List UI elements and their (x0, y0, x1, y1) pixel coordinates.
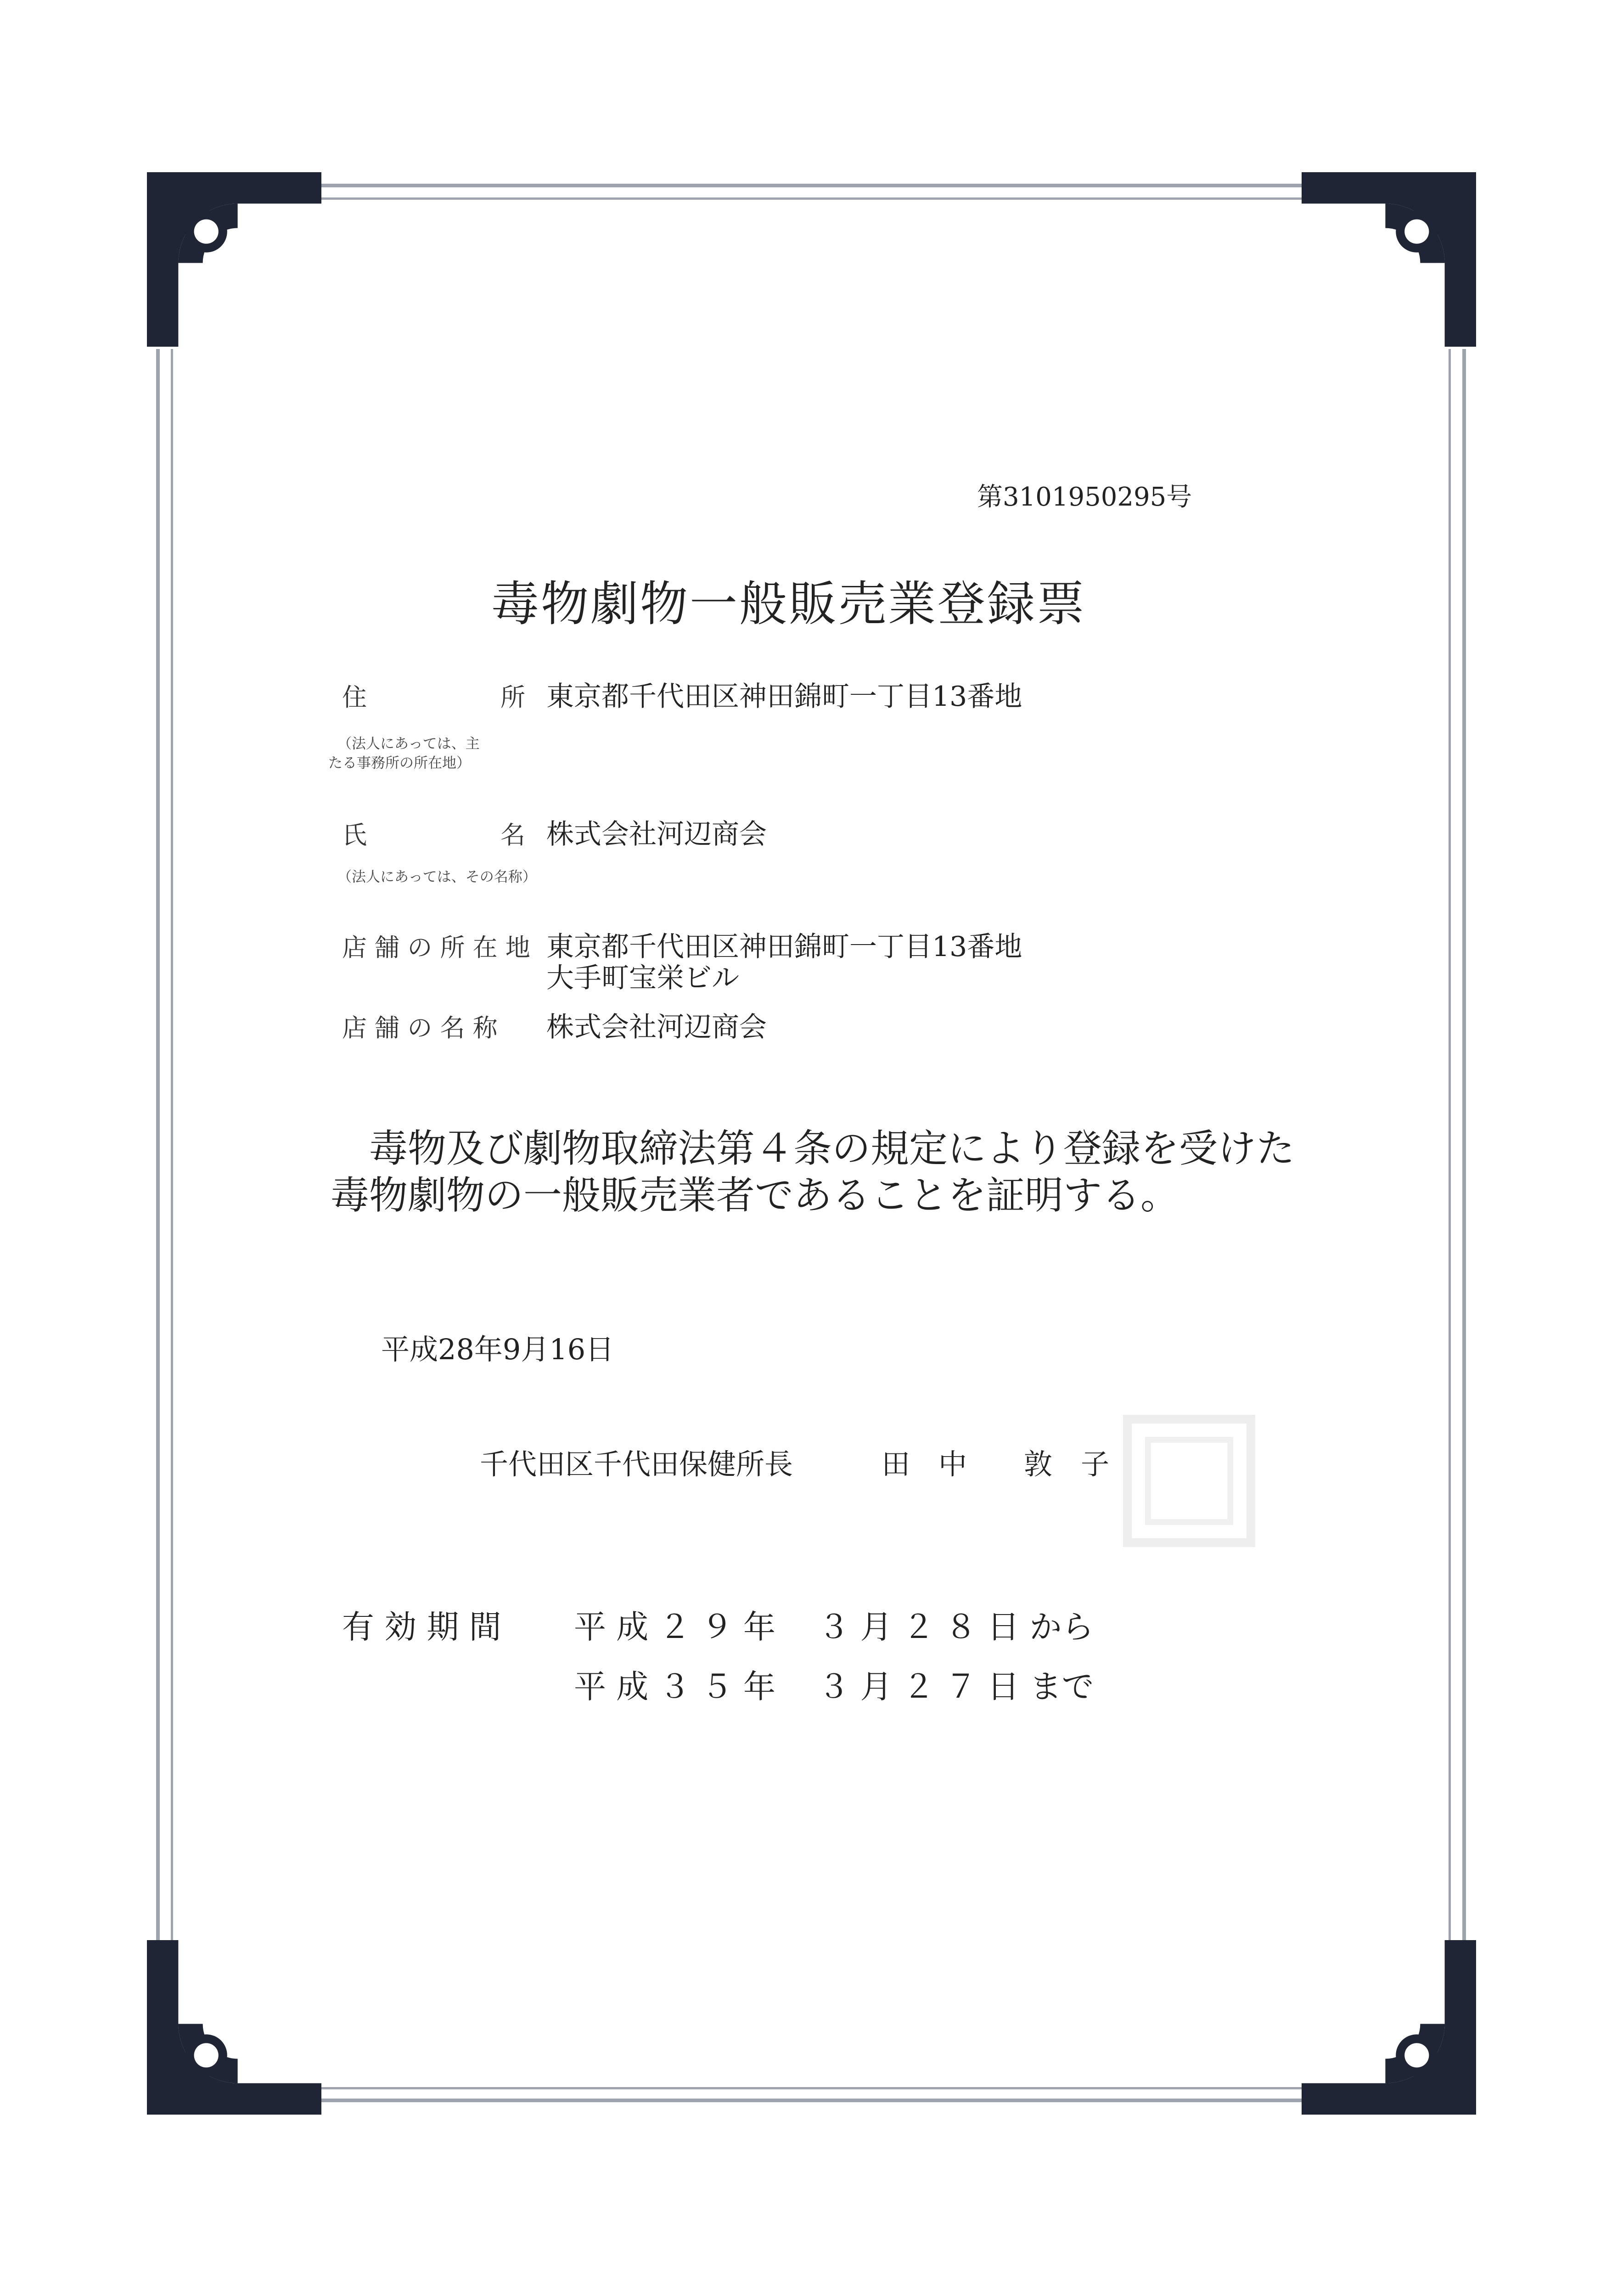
corner-ornament-bottom-left (147, 1940, 321, 2115)
frame-top-line (321, 184, 1309, 187)
frame-right-line-inner (1449, 349, 1451, 1947)
document-title: 毒物劇物一般販売業登録票 (491, 576, 1087, 632)
frame-top-line-inner (321, 197, 1309, 200)
issuer-name: 田 中 敦 子 (882, 1447, 1110, 1481)
store-location-value-line2: 大手町宝栄ビル (546, 962, 739, 994)
store-location-label: 店 舗 の 所 在 地 (342, 933, 530, 962)
validity-to: 平 成 ３ ５ 年 ３ 月 ２ ７ 日 まで (574, 1668, 1094, 1705)
name-note: （法人にあっては、その名称） (337, 869, 537, 885)
frame-right-line (1462, 349, 1466, 1947)
corner-ornament-top-left (147, 172, 321, 347)
frame-left-line (156, 349, 160, 1947)
address-label-left: 住 (342, 683, 367, 712)
issue-date: 平成28年9月16日 (381, 1333, 614, 1366)
store-name-label: 店 舗 の 名 称 (342, 1013, 498, 1042)
issuer-title: 千代田区千代田保健所長 (480, 1447, 793, 1481)
corner-ornament-bottom-right (1302, 1940, 1476, 2115)
name-label-right: 名 (500, 821, 525, 850)
certification-statement: 毒物及び劇物取締法第４条の規定により登録を受けた毒物劇物の一般販売業者であることを証明する。 (331, 1126, 1295, 1218)
address-label-right: 所 (500, 683, 525, 712)
corner-ornament-top-right (1302, 172, 1476, 347)
address-value: 東京都千代田区神田錦町一丁目13番地 (546, 681, 1022, 713)
address-note-line1: （法人にあっては、主 (337, 736, 480, 752)
frame-bottom-line (321, 2099, 1309, 2102)
address-note-line2: たる事務所の所在地） (328, 755, 471, 771)
registration-number: 第3101950295号 (977, 482, 1192, 512)
validity-from: 平 成 ２ ９ 年 ３ 月 ２ ８ 日 から (574, 1608, 1094, 1646)
frame-bottom-line-inner (321, 2087, 1309, 2089)
store-location-value-line1: 東京都千代田区神田錦町一丁目13番地 (546, 931, 1022, 963)
name-label-left: 氏 (342, 821, 367, 850)
store-name-value: 株式会社河辺商会 (546, 1011, 767, 1043)
official-seal-stamp (1116, 1405, 1263, 1557)
name-value: 株式会社河辺商会 (546, 818, 767, 850)
frame-left-line-inner (171, 349, 173, 1947)
validity-label: 有 効 期 間 (342, 1608, 501, 1646)
